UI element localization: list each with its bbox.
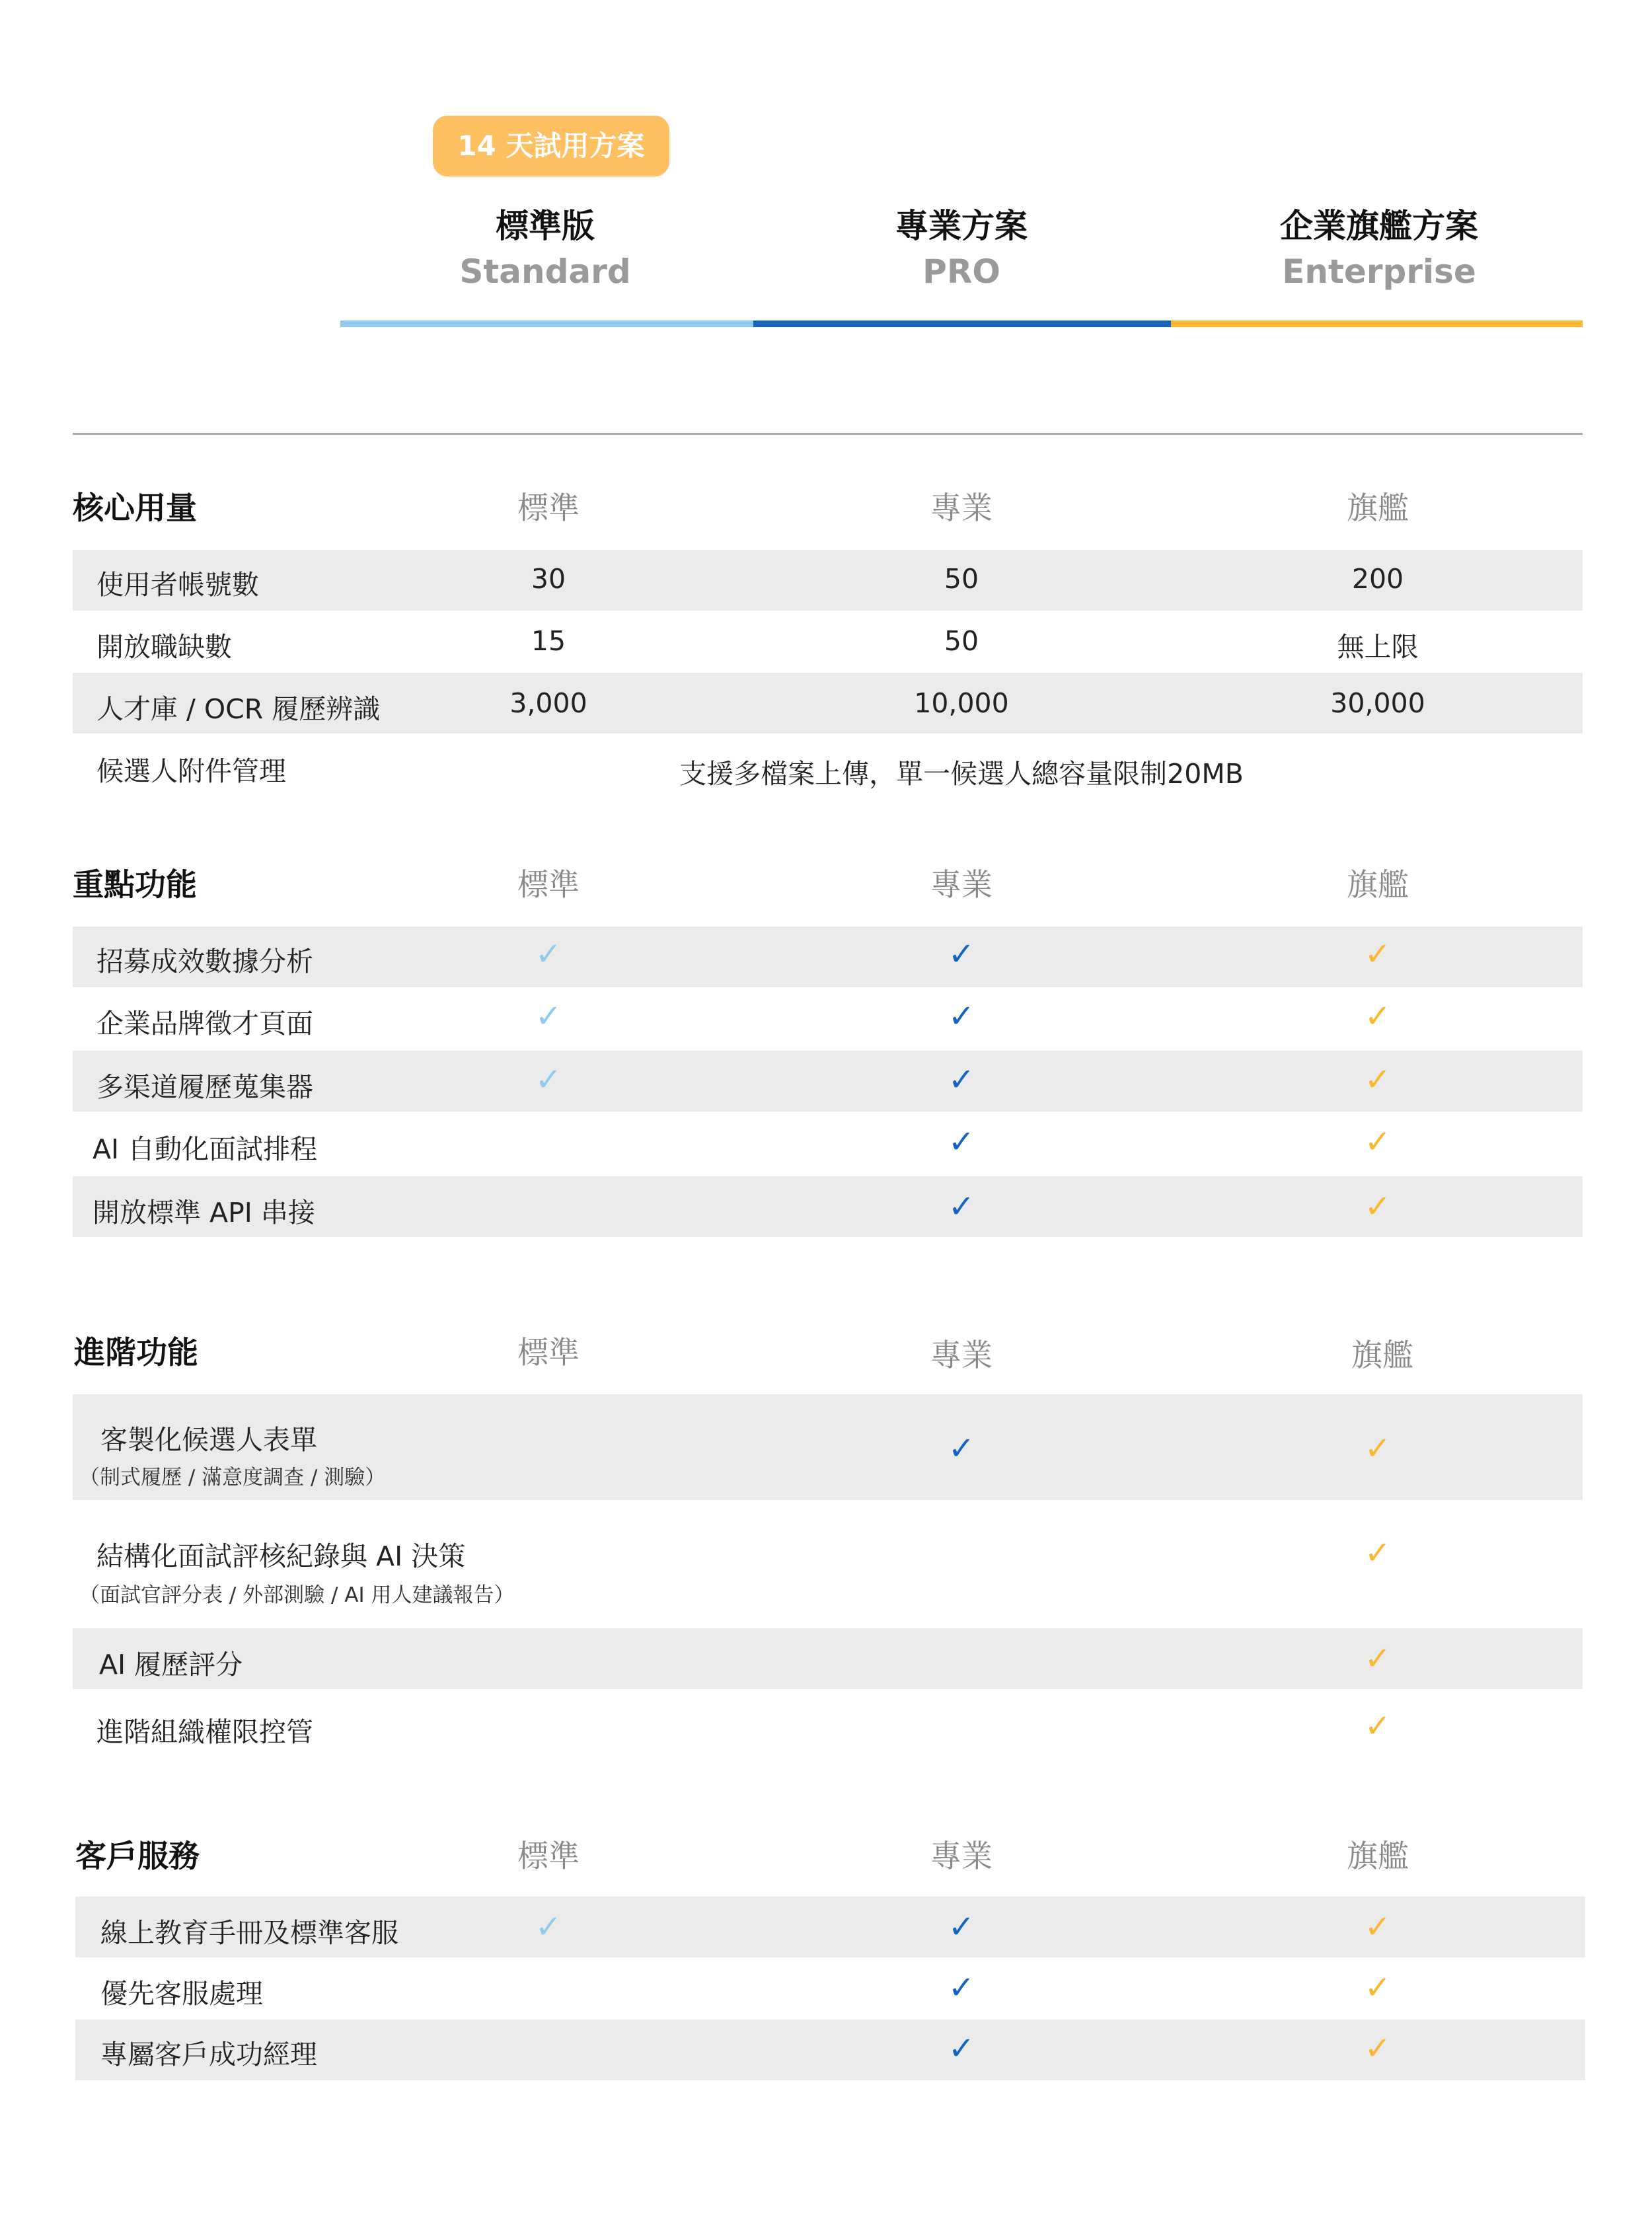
check-icon: ✓: [535, 936, 562, 973]
row-value-standard: 3,000: [509, 687, 587, 719]
row-label: AI 自動化面試排程: [93, 1133, 318, 1165]
section-title-service: 客戶服務: [75, 1838, 200, 1875]
section-title-key: 重點功能: [73, 867, 197, 903]
col-head-pro: 專業: [930, 1838, 993, 1875]
row-label: 客製化候選人表單: [100, 1424, 317, 1456]
col-head-standard: 標準: [517, 1838, 580, 1875]
check-icon: ✓: [535, 1908, 562, 1945]
check-icon: ✓: [948, 1908, 975, 1945]
col-head-enterprise: 旗艦: [1351, 1338, 1413, 1374]
check-icon: ✓: [948, 936, 975, 973]
row-value-standard: 15: [531, 625, 566, 657]
row-label: 多渠道履歷蒐集器: [96, 1071, 313, 1103]
col-head-pro: 專業: [930, 867, 993, 903]
row-label: 招募成效數據分析: [96, 946, 313, 977]
row-value-pro: 10,000: [914, 687, 1009, 719]
check-icon: ✓: [1364, 1123, 1392, 1160]
col-head-pro: 專業: [930, 1338, 993, 1374]
check-icon: ✓: [1364, 1430, 1392, 1467]
row-value-pro: 50: [944, 625, 979, 657]
plan-standard-sub: Standard: [459, 252, 631, 291]
section-title-advanced: 進階功能: [74, 1335, 198, 1371]
check-icon: ✓: [1364, 1908, 1392, 1945]
header-divider: [73, 433, 1583, 435]
col-head-pro: 專業: [930, 490, 993, 527]
check-icon: ✓: [1364, 936, 1392, 973]
plan-standard-name: 標準版: [496, 207, 595, 245]
row-label: 候選人附件管理: [96, 755, 286, 787]
plan-pro-bar: [753, 321, 1171, 327]
col-head-standard: 標準: [517, 867, 580, 903]
row-label: 開放職缺數: [96, 631, 232, 663]
check-icon: ✓: [948, 1188, 975, 1225]
row-label: 使用者帳號數: [96, 569, 259, 601]
check-icon: ✓: [948, 2030, 975, 2067]
plan-enterprise-sub: Enterprise: [1282, 252, 1476, 291]
section-title-core: 核心用量: [73, 490, 197, 527]
check-icon: ✓: [948, 1430, 975, 1467]
row-value-standard: 30: [531, 563, 566, 595]
check-icon: ✓: [948, 998, 975, 1035]
col-head-standard: 標準: [517, 490, 580, 527]
check-icon: ✓: [535, 998, 562, 1035]
check-icon: ✓: [1364, 1534, 1392, 1571]
plan-pro-name: 專業方案: [895, 207, 1028, 245]
check-icon: ✓: [948, 1061, 975, 1098]
check-icon: ✓: [1364, 1640, 1392, 1677]
col-head-enterprise: 旗艦: [1347, 490, 1409, 527]
check-icon: ✓: [1364, 1188, 1392, 1225]
attachment-limit-text: 支援多檔案上傳，單一候選人總容量限制20MB: [679, 758, 1244, 790]
row-label: 人才庫 / OCR 履歷辨識: [96, 693, 381, 725]
row-value-pro: 50: [944, 563, 979, 595]
col-head-enterprise: 旗艦: [1347, 867, 1409, 903]
row-value-enterprise: 無上限: [1337, 631, 1419, 663]
row-sublabel: （面試官評分表 / 外部測驗 / AI 用人建議報告）: [79, 1583, 515, 1607]
row-label: 企業品牌徵才頁面: [96, 1008, 313, 1039]
plan-enterprise-name: 企業旗艦方案: [1280, 207, 1478, 245]
plan-enterprise-bar: [1171, 321, 1583, 327]
check-icon: ✓: [1364, 2030, 1392, 2067]
check-icon: ✓: [948, 1969, 975, 2006]
check-icon: ✓: [1364, 1969, 1392, 2006]
col-head-enterprise: 旗艦: [1347, 1838, 1409, 1875]
check-icon: ✓: [535, 1061, 562, 1098]
col-head-standard: 標準: [517, 1335, 580, 1371]
plan-pro-sub: PRO: [922, 252, 1000, 291]
check-icon: ✓: [1364, 1061, 1392, 1098]
check-icon: ✓: [948, 1123, 975, 1160]
check-icon: ✓: [1364, 998, 1392, 1035]
row-sublabel: （制式履歷 / 滿意度調查 / 測驗）: [79, 1466, 386, 1490]
row-label: 線上教育手冊及標準客服: [100, 1917, 398, 1949]
trial-badge: 14 天試用方案: [433, 116, 669, 176]
row-value-enterprise: 30,000: [1330, 687, 1425, 719]
row-label: AI 履歷評分: [99, 1649, 243, 1680]
row-label: 結構化面試評核紀錄與 AI 決策: [96, 1540, 466, 1572]
row-label: 進階組織權限控管: [96, 1716, 313, 1748]
row-label: 優先客服處理: [100, 1978, 263, 2010]
row-value-enterprise: 200: [1351, 563, 1404, 595]
row-label: 專屬客戶成功經理: [100, 2039, 317, 2070]
plan-standard-bar: [340, 321, 753, 327]
row-label: 開放標準 API 串接: [93, 1197, 315, 1228]
check-icon: ✓: [1364, 1708, 1392, 1745]
